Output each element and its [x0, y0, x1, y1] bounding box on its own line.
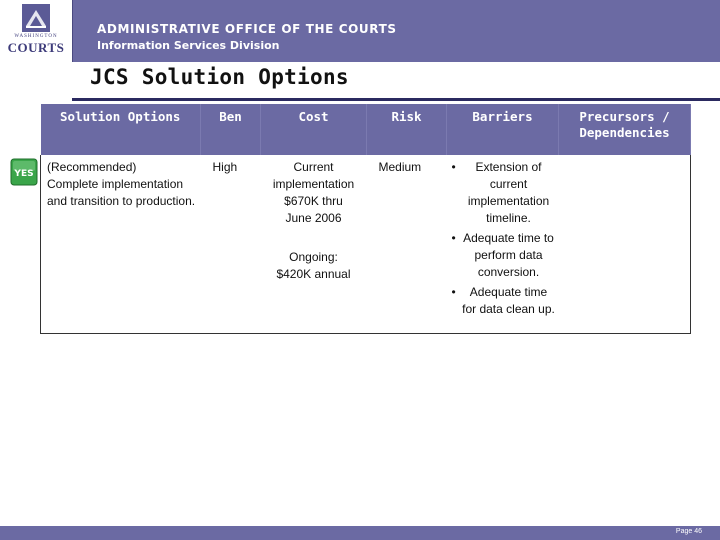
header-cost: Cost: [261, 104, 367, 155]
table-row: [41, 155, 691, 334]
slide-title: JCS Solution Options: [90, 65, 349, 89]
logo-small-text: WASHINGTON: [14, 34, 58, 39]
option-description: Complete implementation and transition to production.: [47, 177, 196, 208]
header-barriers: Barriers: [447, 104, 559, 155]
cell-precursors: [559, 155, 691, 334]
header-ben: Ben: [201, 104, 261, 155]
page-number: Page 46: [675, 528, 702, 535]
header-risk: Risk: [367, 104, 447, 155]
list-item: • Adequate time for data clean up.: [450, 284, 556, 318]
washington-courts-logo: [0, 0, 73, 62]
cell-solution-option: [41, 155, 201, 334]
list-item: • Extension of current implementation timeline.: [450, 159, 556, 227]
header-office-title: ADMINISTRATIVE OFFICE OF THE COURTS: [97, 22, 397, 36]
courts-logo-icon: [22, 4, 50, 32]
cell-ben: High: [201, 155, 261, 334]
list-item: • Adequate time to perform data conversion.: [450, 230, 556, 281]
solution-options-table: [40, 104, 690, 334]
barriers-list: [450, 159, 556, 318]
title-divider: [72, 98, 720, 101]
yes-checkbox-icon: [10, 158, 38, 186]
header-solution-options: Solution Options: [41, 104, 201, 155]
cost-ongoing: Ongoing: $420K annual: [276, 250, 351, 281]
header-bar: [0, 0, 720, 62]
cell-barriers: [447, 155, 559, 334]
cell-cost: [261, 155, 367, 334]
logo-big-text: COURTS: [7, 40, 65, 55]
header-division-title: Information Services Division: [97, 39, 280, 52]
cost-current: Current implementation $670K thru June 2006: [272, 160, 355, 225]
recommended-label: (Recommended): [47, 160, 137, 174]
yes-icon-text: YES: [14, 169, 34, 179]
cell-risk: Medium: [367, 155, 447, 334]
header-precursors: Precursors / Dependencies: [559, 104, 691, 155]
table-header-row: [41, 104, 691, 155]
footer-bar: [0, 526, 720, 540]
